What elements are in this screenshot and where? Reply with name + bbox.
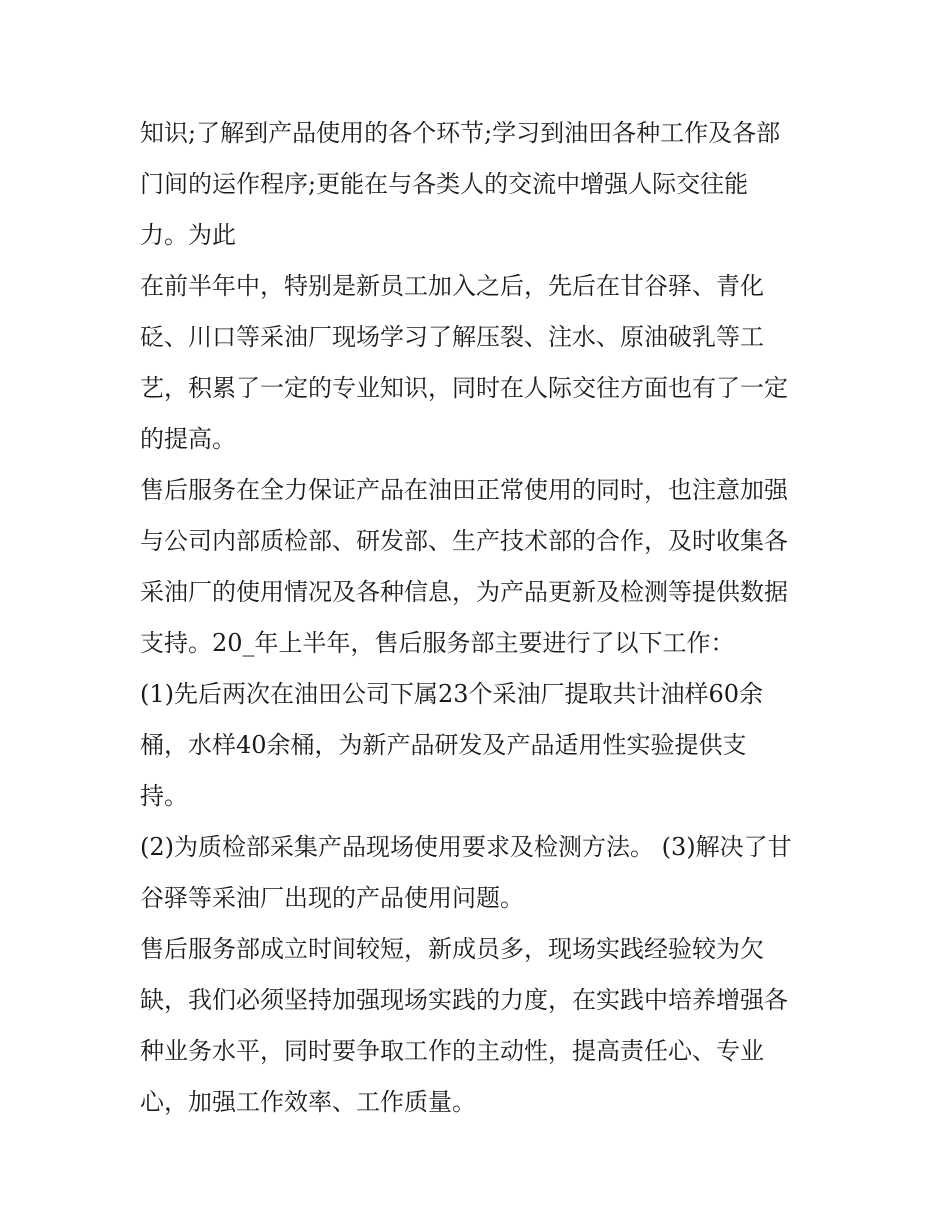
text-line: 采油厂的使用情况及各种信息，为产品更新及检测等提供数据 <box>140 578 788 606</box>
text-line: (2)为质检部采集产品现场使用要求及检测方法。 (3)解决了甘 <box>140 833 792 861</box>
text-line: 心，加强工作效率、工作质量。 <box>140 1088 476 1116</box>
paragraph-work-items-2-3 <box>140 822 820 924</box>
text-line: 与公司内部质检部、研发部、生产技术部的合作，及时收集各 <box>140 527 788 555</box>
document-body <box>140 108 820 1128</box>
text-line: 缺，我们必须坚持加强现场实践的力度，在实践中培养增强各 <box>140 986 788 1014</box>
paragraph-after-sales-cooperation <box>140 465 820 669</box>
paragraph-improvement-plan <box>140 924 820 1128</box>
text-line: 在前半年中，特别是新员工加入之后，先后在甘谷驿、青化 <box>140 272 764 300</box>
text-line: 的提高。 <box>140 425 236 453</box>
text-line: 砭、川口等采油厂现场学习了解压裂、注水、原油破乳等工 <box>140 323 764 351</box>
paragraph-first-half-training <box>140 261 820 465</box>
text-line: 种业务水平，同时要争取工作的主动性，提高责任心、专业 <box>140 1037 764 1065</box>
text-line: 力。为此 <box>140 221 236 249</box>
text-line: 持。 <box>140 782 188 810</box>
text-line: 艺，积累了一定的专业知识，同时在人际交往方面也有了一定 <box>140 374 788 402</box>
paragraph-work-item-1 <box>140 669 820 822</box>
text-line: 门间的运作程序;更能在与各类人的交流中增强人际交往能 <box>140 170 749 198</box>
text-line: 知识;了解到产品使用的各个环节;学习到油田各种工作及各部 <box>140 119 781 147</box>
text-line: 售后服务在全力保证产品在油田正常使用的同时，也注意加强 <box>140 476 788 504</box>
text-line: 桶，水样40余桶，为新产品研发及产品适用性实验提供支 <box>140 731 747 759</box>
text-line: (1)先后两次在油田公司下属23个采油厂提取共计油样60余 <box>140 680 764 708</box>
text-line: 支持。20_年上半年，售后服务部主要进行了以下工作： <box>140 629 735 657</box>
paragraph-learning-summary <box>140 108 820 261</box>
text-line: 谷驿等采油厂出现的产品使用问题。 <box>140 884 524 912</box>
text-line: 售后服务部成立时间较短，新成员多，现场实践经验较为欠 <box>140 935 764 963</box>
